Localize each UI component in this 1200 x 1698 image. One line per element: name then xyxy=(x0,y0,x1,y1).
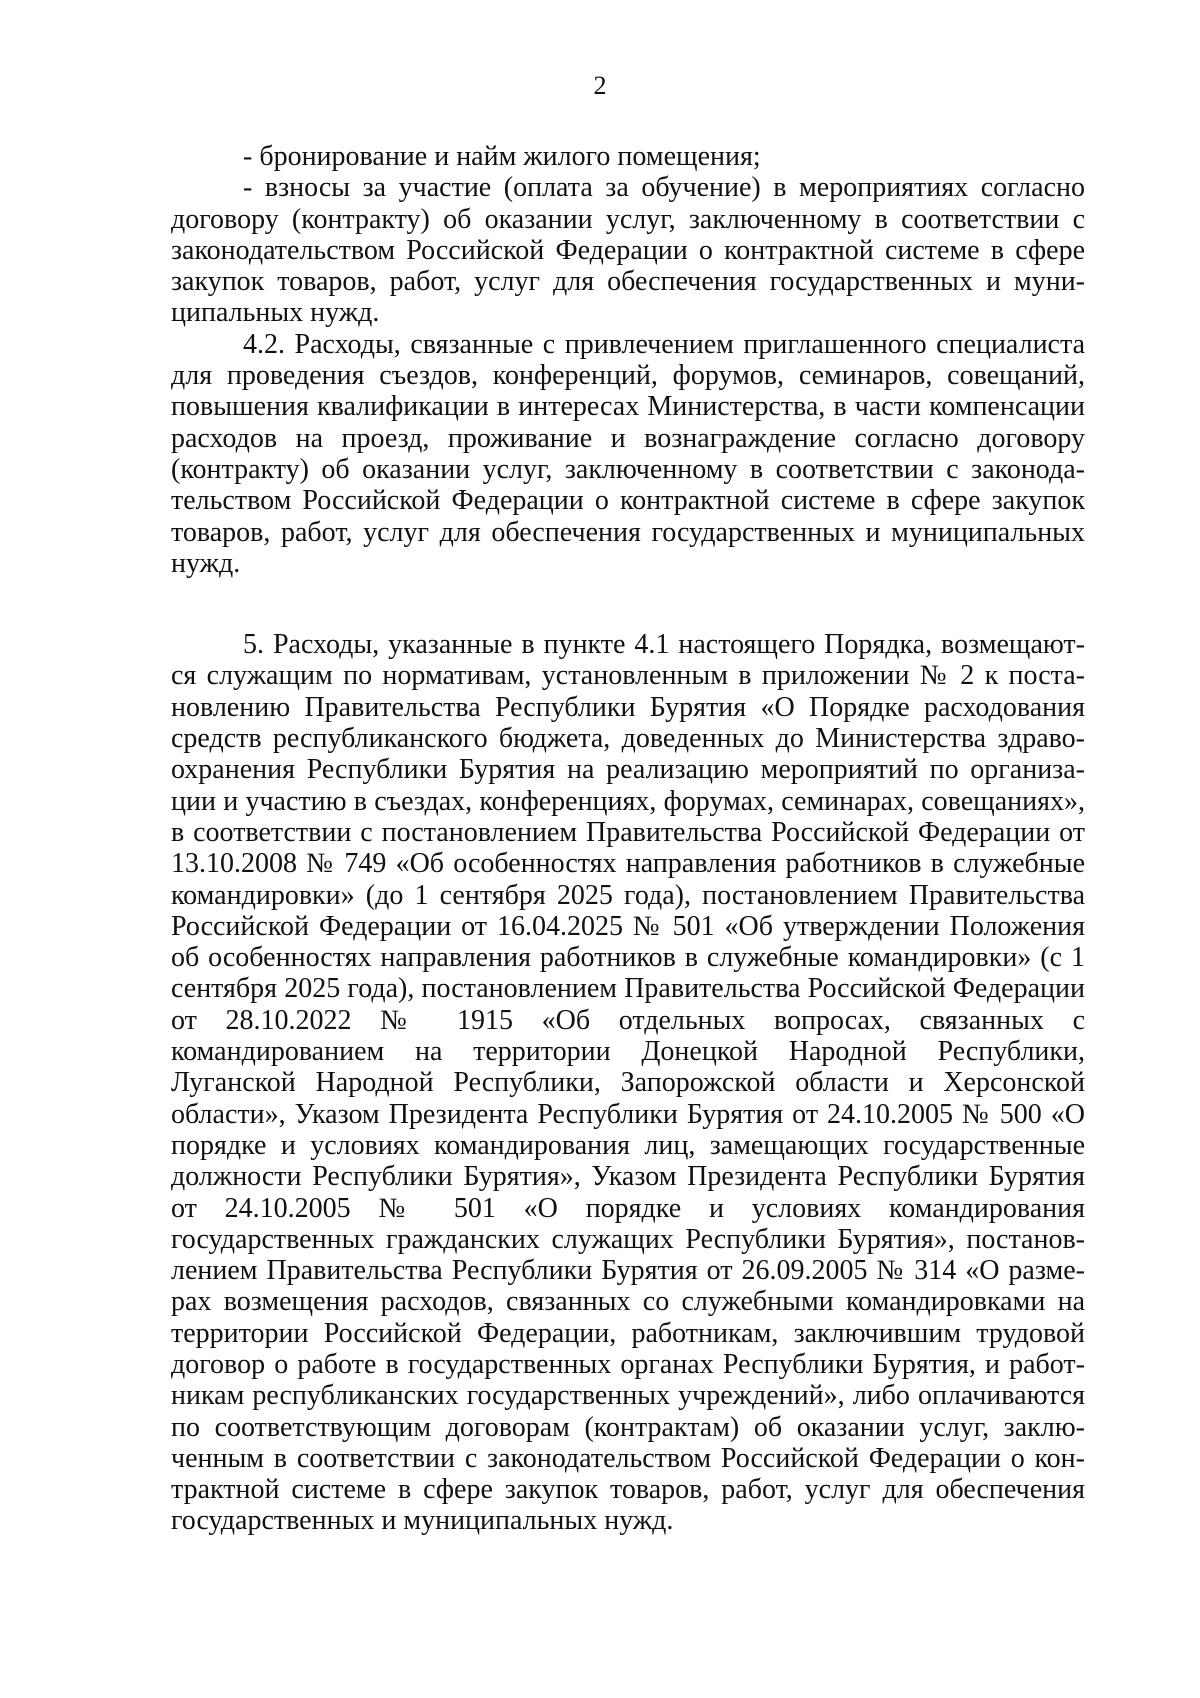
page-number: 2 xyxy=(593,71,607,100)
paragraph-4-2: 4.2. Расходы, связанные с привлечением приглашенного специалиста для проведения съездов, конференций, форумов, семинаров, совещаний, повышения квалификации в интересах Министерства, в части компенсации расходов на проезд, проживание и вознаграждение согласно договору (контракту) об оказании услуг, заключенному в соответствии с законодательством Российской Федерации о контрактной системе в сфере закупок товаров, работ, услуг для обеспечения государственных и муниципальных нужд. xyxy=(171,328,1085,579)
paragraph-booking: - бронирование и найм жилого помещения; xyxy=(243,141,761,172)
document-body xyxy=(171,141,1085,1537)
paragraph-fees: - взносы за участие (оплата за обучение) в мероприятиях согласно договору (контракту) об оказании услуг, заключенному в соответствии с законодательством Российской Федерации о контрактной системе в сфере закупок товаров, работ, услуг для обеспечения государственных и муниципальных нужд. xyxy=(171,172,1085,329)
paragraph-5: 5. Расходы, указанные в пункте 4.1 настоящего Порядка, возмещаются служащим по нормативам, установленным в приложении № 2 к постановлению Правительства Республики Бурятия «О Порядке расходования средств республиканского бюджета, доведенных до Министерства здравоохранения Республики Бурятия на реализацию мероприятий по организации и участию в съездах, конференциях, форумах, семинарах, совещаниях», в соответствии с постановлением Правительства Российской Федерации от 13.10.2008 № 749 «Об особенностях направления работников в служебные командировки» (до 1 сентября 2025 года), постановлением Правительства Российской Федерации от 16.04.2025 № 501 «Об утверждении Положения об особенностях направления работников в служебные командировки» (с 1 сентября 2025 года), постановлением Правительства Российской Федерации от 28.10.2022 № 1915 «Об отдельных вопросах, связанных с командированием на территории Донецкой Народной Республики, Луганской Народной Республики, Запорожской области и Херсонской области», Указом Президента Республики Бурятия от 24.10.2005 № 500 «О порядке и условиях командирования лиц, замещающих государственные должности Республики Бурятия», Указом Президента Республики Бурятия от 24.10.2005 № 501 «О порядке и условиях командирования государственных гражданских служащих Республики Бурятия», постановлением Правительства Республики Бурятия от 26.09.2005 № 314 «О размерах возмещения расходов, связанных со служебными командировками на территории Российской Федерации, работникам, заключившим трудовой договор о работе в государственных органах Республики Бурятия, и работникам республиканских государственных учреждений», либо оплачиваются по соответствующим договорам (контрактам) об оказании услуг, заключенным в соответствии с законодательством Российской Федерации о контрактной системе в сфере закупок товаров, работ, услуг для обеспечения государственных и муниципальных нужд. xyxy=(171,629,1085,1537)
